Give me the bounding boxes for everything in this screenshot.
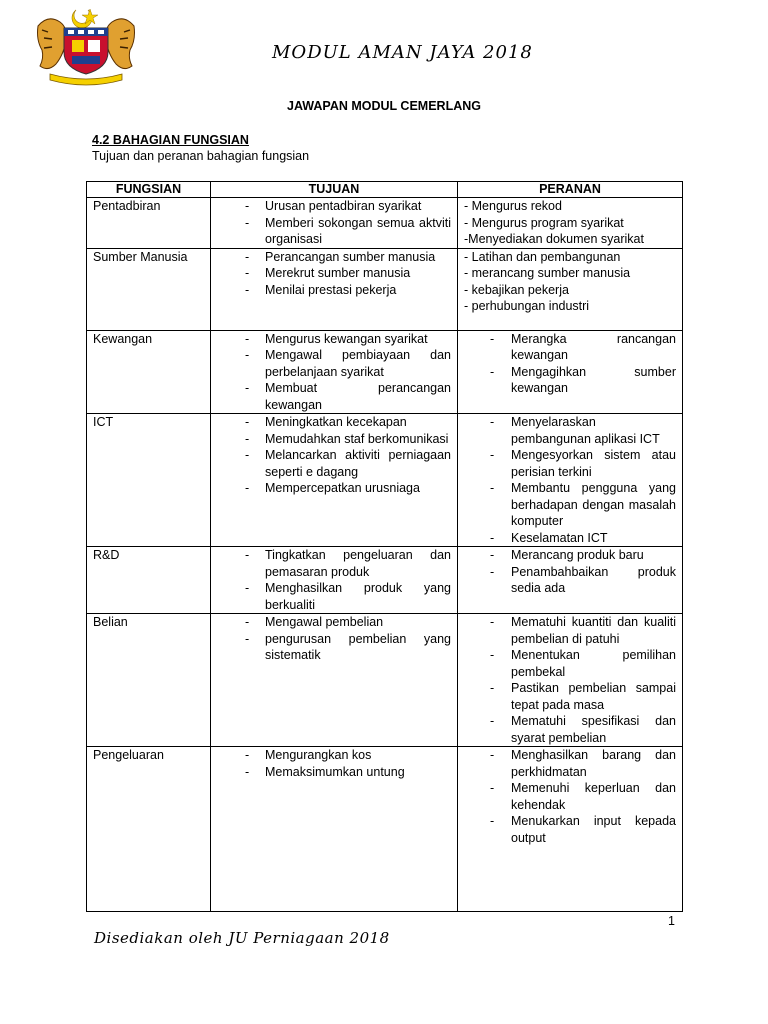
peranan-list [464,547,676,597]
peranan-item: - Merangka rancangan kewangan [464,331,676,364]
tujuan-item: - Memberi sokongan semua aktviti organisasi [217,215,451,248]
peranan-item: - Mengesyorkan sistem atau perisian terkini [464,447,676,480]
peranan-list [464,249,676,315]
peranan-item: - merancang sumber manusia [464,266,631,280]
peranan-item: - Latihan dan pembangunan [464,249,621,264]
tujuan-cell [211,414,458,547]
peranan-item: - Penambahbaikan produk sedia ada [464,564,676,597]
peranan-list [464,747,676,846]
tujuan-cell [211,330,458,414]
table-header-row [87,182,683,198]
page-number: 1 [668,914,675,928]
tujuan-item: - Memaksimumkan untung [217,764,451,781]
peranan-cell [458,198,683,249]
peranan-item: - perhubungan industri [464,299,590,313]
tujuan-item: - Mengurangkan kos [217,747,451,764]
tujuan-list [217,614,451,664]
tujuan-cell [211,547,458,614]
fungsian-cell: R&D [87,547,211,614]
peranan-item: - Pastikan pembelian sampai tepat pada masa [464,680,676,713]
peranan-list [464,614,676,746]
peranan-item: - kebajikan pekerja [464,282,569,297]
document-title: JAWAPAN MODUL CEMERLANG [287,99,481,113]
tujuan-list [217,249,451,299]
fungsian-cell: Pentadbiran [87,198,211,249]
header-tujuan: TUJUAN [211,182,458,198]
fungsian-cell: Pengeluaran [87,747,211,912]
peranan-item: - Mematuhi spesifikasi dan syarat pembelian [464,713,676,746]
footer-text: Disediakan oleh JU Perniagaan 2018 [94,929,390,947]
peranan-list [464,198,676,248]
peranan-cell [458,547,683,614]
peranan-item: - Menentukan pemilihan pembekal [464,647,676,680]
peranan-item: - Memenuhi keperluan dan kehendak [464,780,676,813]
peranan-item: - Merancang produk baru [464,547,676,564]
section-heading: 4.2 BAHAGIAN FUNGSIAN [92,133,249,147]
header-peranan: PERANAN [458,182,683,198]
peranan-cell [458,614,683,747]
tujuan-item: - Mengawal pembelian [217,614,451,631]
tujuan-cell [211,198,458,249]
peranan-cell [458,747,683,912]
table-row [87,198,683,249]
peranan-item: - Menukarkan input kepada output [464,813,676,846]
tujuan-item: - Mengawal pembiayaan dan perbelanjaan syarikat [217,347,451,380]
tujuan-item: - Menilai prestasi pekerja [217,282,451,299]
table-row [87,248,683,330]
fungsian-cell: Kewangan [87,330,211,414]
fungsian-cell: Belian [87,614,211,747]
tujuan-list [217,414,451,497]
tujuan-list [217,747,451,780]
tujuan-item: - Mengurus kewangan syarikat [217,331,451,348]
tujuan-item: - Merekrut sumber manusia [217,265,451,282]
peranan-item: - Mematuhi kuantiti dan kualiti pembelian di patuhi [464,614,676,647]
peranan-cell [458,248,683,330]
tujuan-item: - Urusan pentadbiran syarikat [217,198,451,215]
peranan-item: - Menghasilkan barang dan perkhidmatan [464,747,676,780]
peranan-item: - Mengurus program syarikat [464,215,624,230]
peranan-list [464,414,676,546]
tujuan-cell [211,614,458,747]
peranan-item: - Menyelaraskan pembangunan aplikasi ICT [464,414,676,447]
tujuan-item: - Perancangan sumber manusia [217,249,451,266]
tujuan-list [217,331,451,414]
tujuan-cell [211,747,458,912]
table-row [87,414,683,547]
tujuan-item: - Memudahkan staf berkomunikasi [217,431,451,448]
coat-of-arms-icon [32,6,140,86]
table-row [87,614,683,747]
peranan-cell [458,414,683,547]
peranan-item: -Menyediakan dokumen syarikat [464,232,644,246]
fungsian-cell: Sumber Manusia [87,248,211,330]
peranan-item: - Membantu pengguna yang berhadapan dengan masalah komputer [464,480,676,530]
tujuan-list [217,198,451,248]
tujuan-cell [211,248,458,330]
header-fungsian: FUNGSIAN [87,182,211,198]
peranan-list [464,331,676,397]
tujuan-item: - Mempercepatkan urusniaga [217,480,451,497]
tujuan-item: - Menghasilkan produk yang berkualiti [217,580,451,613]
table-row [87,330,683,414]
tujuan-list [217,547,451,613]
section-subtitle: Tujuan dan peranan bahagian fungsian [92,149,310,163]
peranan-cell [458,330,683,414]
tujuan-item: - Membuat perancangan kewangan [217,380,451,413]
peranan-item: - Mengurus rekod [464,199,562,213]
peranan-item: - Keselamatan ICT [464,530,676,547]
table-row [87,547,683,614]
peranan-item: - Mengagihkan sumber kewangan [464,364,676,397]
table-row [87,747,683,912]
functions-table [86,181,683,912]
tujuan-item: - Tingkatkan pengeluaran dan pemasaran produk [217,547,451,580]
tujuan-item: - pengurusan pembelian yang sistematik [217,631,451,664]
tujuan-item: - Melancarkan aktiviti perniagaan seperti e dagang [217,447,451,480]
fungsian-cell: ICT [87,414,211,547]
module-header-title: MODUL AMAN JAYA 2018 [272,42,533,63]
tujuan-item: - Meningkatkan kecekapan [217,414,451,431]
